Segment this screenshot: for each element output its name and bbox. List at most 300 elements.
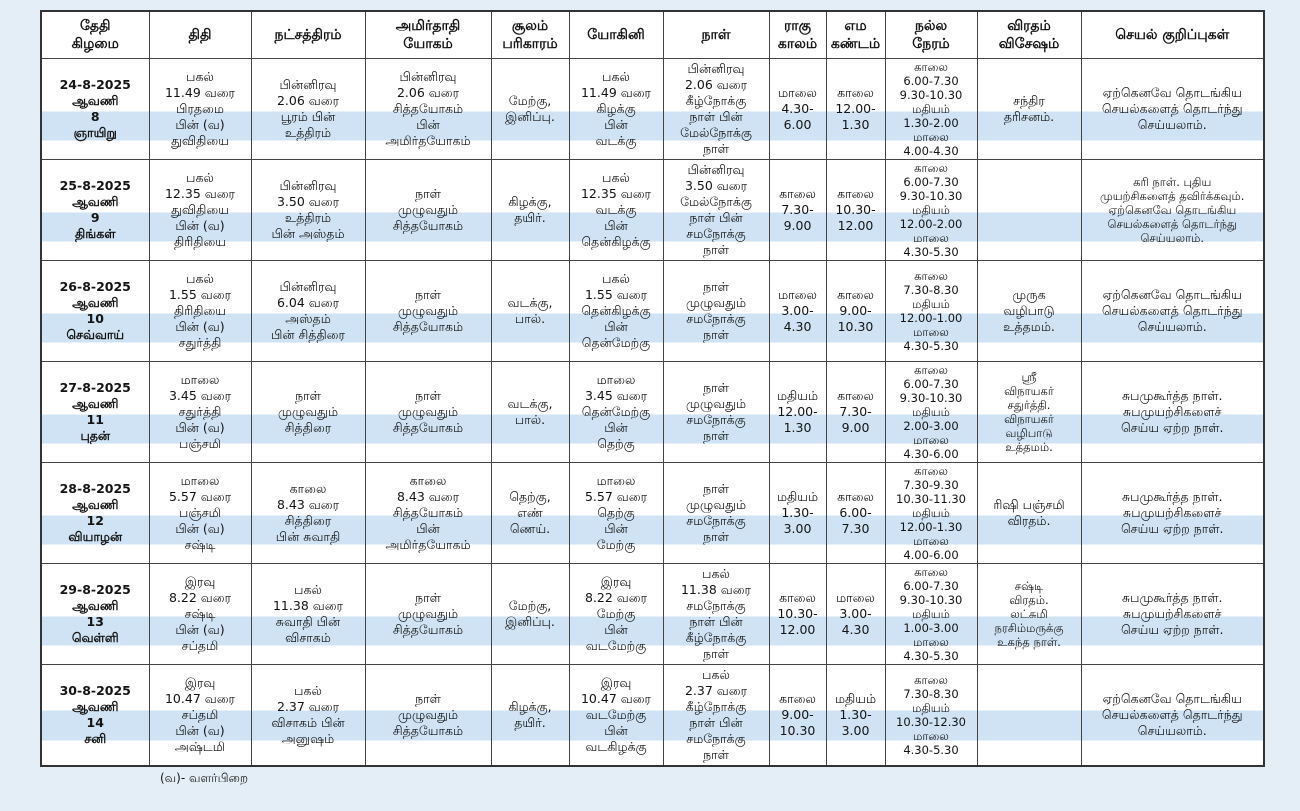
cell-text-line: திரிதியை <box>173 234 227 249</box>
cell-text-line: 1.55 வரை <box>168 287 232 302</box>
cell-text-line: பின் <box>416 117 440 132</box>
cell-text-line: 4.30- <box>781 101 814 116</box>
cell-text-line: மதியம் <box>912 102 950 116</box>
notes-cell <box>1081 564 1264 665</box>
cell-text-line: சித்தயோகம் <box>392 505 464 520</box>
cell-text-line: பஞ்சமி <box>179 505 221 520</box>
ema-kandam-cell <box>826 160 885 261</box>
cell-text-line: செய்ய ஏற்ற நாள். <box>1120 622 1224 637</box>
header-label-line: தேதி <box>79 18 111 34</box>
cell-text-line: பின் <box>604 622 628 637</box>
thithi-cell <box>149 59 251 160</box>
cell-text-line: 10.47 வரை <box>580 690 651 706</box>
cell-text-line: 8.43 வரை <box>396 489 460 504</box>
cell-text-line: காலை <box>837 489 874 504</box>
cell-text-line: இரவு <box>600 674 632 690</box>
cell-text-line: 6.04 வரை <box>276 295 340 310</box>
cell-text-line: முழுவதும் <box>397 706 459 722</box>
cell-text-line: 11.38 வரை <box>680 582 751 597</box>
cell-text-line: பூரம் பின் <box>280 109 336 124</box>
cell-text-line: விரதம். <box>1007 513 1051 528</box>
header-label-line: கண்டம் <box>830 36 881 52</box>
header-yogini <box>569 11 663 59</box>
header-nalla-neram <box>885 11 977 59</box>
cell-text-line: ஆவணி <box>72 194 119 209</box>
cell-text-line: நாள் <box>703 327 729 342</box>
cell-text-line: சதுர்த்தி. <box>1007 398 1051 412</box>
cell-text-line: மதியம் <box>912 506 950 520</box>
rahu-kalam-cell <box>769 59 826 160</box>
cell-text-line: ஆவணி <box>72 295 119 310</box>
cell-text-line: துவிதியை <box>171 133 229 148</box>
cell-text-line: 6.00-7.30 <box>903 175 959 189</box>
soolam-cell <box>491 665 569 766</box>
cell-text-line: சித்தயோகம் <box>392 319 464 334</box>
cell-text-line: நாள் பின் <box>689 210 743 225</box>
yogam-cell <box>365 463 491 564</box>
cell-text-line: 8.22 வரை <box>168 590 232 605</box>
cell-text-line: பிரதமை <box>176 101 224 116</box>
header-label-line: ராகு <box>784 18 811 34</box>
cell-text-line: நாள் <box>295 388 321 403</box>
cell-text-line: 26-8-2025 <box>59 279 131 294</box>
cell-text-line: முழுவதும் <box>397 202 459 217</box>
cell-text-line: மதியம் <box>776 489 819 504</box>
cell-text-line: சித்தயோகம் <box>392 722 464 738</box>
cell-text-line: 12.00-1.00 <box>899 311 963 325</box>
cell-text-line: எண் <box>517 505 543 520</box>
cell-text-line: செய்யலாம். <box>1137 722 1207 738</box>
cell-text-line: 10.30- <box>835 202 876 217</box>
cell-text-line: சுபமுயற்சிகளைச் <box>1123 505 1222 520</box>
cell-text-line: 3.50 வரை <box>276 194 340 209</box>
cell-text-line: தெற்கு <box>597 505 635 520</box>
cell-text-line: சமநோக்கு <box>686 513 746 528</box>
cell-text-line: வடக்கு <box>595 202 637 217</box>
cell-text-line: 2.06 வரை <box>276 93 340 108</box>
cell-text-line: செயல்களைத் தொடர்ந்து <box>1107 217 1237 231</box>
cell-text-line: செய்ய ஏற்ற நாள். <box>1120 420 1224 435</box>
cell-text-line: மாலை <box>180 473 220 488</box>
cell-text-line: பின்னிரவு <box>279 178 337 193</box>
cell-text-line: வடமேற்கு <box>585 706 647 722</box>
yogini-cell <box>569 665 663 766</box>
viratham-cell <box>977 564 1081 665</box>
cell-text-line: செய்யலாம். <box>1137 117 1207 132</box>
nakshatra-cell <box>251 362 365 463</box>
cell-text-line: 2.00-3.00 <box>903 419 959 433</box>
cell-text-line: செய்யலாம். <box>1137 319 1207 334</box>
cell-text-line: சமநோக்கு <box>686 226 746 241</box>
thithi-cell <box>149 160 251 261</box>
cell-text-line: மேற்கு <box>596 537 636 552</box>
rahu-kalam-cell <box>769 564 826 665</box>
cell-text-line: காலை <box>409 473 447 488</box>
viratham-cell <box>977 665 1081 766</box>
cell-text-line: 12.35 வரை <box>164 186 235 201</box>
cell-text-line: காலை <box>914 464 948 478</box>
cell-text-line: 1.30- <box>839 706 872 722</box>
cell-text-line: மதியம் <box>776 388 819 403</box>
cell-text-line: 3.00- <box>839 606 872 621</box>
cell-text-line: வடக்கு <box>595 133 637 148</box>
header-label-line: யோகம் <box>403 36 453 52</box>
cell-text-line: வழிபாடு <box>1003 303 1055 318</box>
cell-text-line: முயற்சிகளைத் தவிர்க்கவும். <box>1100 189 1245 203</box>
date-cell <box>41 362 149 463</box>
date-cell <box>41 160 149 261</box>
cell-text-line: தென்கிழக்கு <box>581 303 651 318</box>
cell-text-line: முழுவதும் <box>685 396 747 411</box>
cell-text-line: 25-8-2025 <box>59 178 131 193</box>
cell-text-line: 1.00-3.00 <box>903 621 959 635</box>
nalla-neram-cell <box>885 261 977 362</box>
cell-text-line: நாள் பின் <box>689 109 743 124</box>
cell-text-line: தென்கிழக்கு <box>581 234 651 249</box>
cell-text-line: தென்மேற்கு <box>581 404 651 419</box>
yogini-cell <box>569 59 663 160</box>
header-label-line: நட்சத்திரம் <box>274 27 342 43</box>
cell-text-line: 4.30 <box>783 319 812 334</box>
cell-text-line: 6.00-7.30 <box>903 74 959 88</box>
cell-text-line: மாலை <box>913 325 949 339</box>
cell-text-line: தயிர். <box>514 210 546 225</box>
cell-text-line: 8.22 வரை <box>584 590 648 605</box>
cell-text-line: ணெய். <box>509 521 551 536</box>
soolam-cell <box>491 463 569 564</box>
thithi-cell <box>149 463 251 564</box>
cell-text-line: மாலை <box>913 728 949 743</box>
cell-text-line: 3.00 <box>783 521 812 536</box>
yogini-cell <box>569 160 663 261</box>
viratham-cell <box>977 160 1081 261</box>
cell-text-line: சஷ்டி <box>1014 579 1044 593</box>
cell-text-line: திரிதியை <box>173 303 227 318</box>
cell-text-line: அஷ்டமி <box>174 738 226 754</box>
cell-text-line: பின் (வ) <box>175 420 225 435</box>
cell-text-line: ரிஷி பஞ்சமி <box>993 497 1065 512</box>
nakshatra-cell <box>251 160 365 261</box>
cell-text-line: 28-8-2025 <box>59 481 131 496</box>
cell-text-line: 10.30 <box>779 722 816 738</box>
footnote: (வ)- வளர்பிறை <box>160 771 249 785</box>
yogam-cell <box>365 261 491 362</box>
cell-text-line: காலை <box>837 388 874 403</box>
cell-text-line: 9.30-10.30 <box>899 88 963 102</box>
header-label-line: செயல் குறிப்புகள் <box>1115 27 1230 43</box>
nakshatra-cell <box>251 59 365 160</box>
naal-cell <box>663 564 769 665</box>
header-naal <box>663 11 769 59</box>
cell-text-line: 5.57 வரை <box>168 489 232 504</box>
cell-text-line: 29-8-2025 <box>59 582 131 597</box>
cell-text-line: இரவு <box>184 674 216 690</box>
cell-text-line: தயிர். <box>514 714 546 730</box>
header-label-line: நல்ல <box>914 18 948 34</box>
rahu-kalam-cell <box>769 463 826 564</box>
cell-text-line: செய்யலாம். <box>1140 231 1204 245</box>
cell-text-line: விசாகம் <box>285 630 331 645</box>
viratham-cell <box>977 261 1081 362</box>
rahu-kalam-cell <box>769 362 826 463</box>
cell-text-line: பின் (வ) <box>175 622 225 637</box>
cell-text-line: மாலை <box>596 473 636 488</box>
cell-text-line: தரிசனம். <box>1003 109 1055 124</box>
cell-text-line: 4.30-5.30 <box>903 339 959 353</box>
header-notes <box>1081 11 1264 59</box>
cell-text-line: பின் (வ) <box>175 319 225 334</box>
cell-text-line: அமிர்தயோகம் <box>385 133 471 148</box>
cell-text-line: 4.30-5.30 <box>903 245 959 259</box>
cell-text-line: காலை <box>914 672 948 687</box>
cell-text-line: பகல் <box>186 271 214 286</box>
thithi-cell <box>149 564 251 665</box>
cell-text-line: பின் அஸ்தம் <box>271 226 345 241</box>
cell-text-line: மேற்கு <box>596 606 636 621</box>
cell-text-line: 2.37 வரை <box>684 682 748 698</box>
cell-text-line: 7.30-9.30 <box>903 478 959 492</box>
header-label-line: விரதம் <box>1007 18 1051 34</box>
cell-text-line: கரி நாள். புதிய <box>1133 175 1212 189</box>
cell-text-line: 4.00-6.00 <box>903 548 959 562</box>
thithi-cell <box>149 665 251 766</box>
cell-text-line: 11 <box>86 412 104 427</box>
cell-text-line: காலை <box>779 186 816 201</box>
cell-text-line: செயல்களைத் தொடர்ந்து <box>1101 303 1243 318</box>
cell-text-line: சமநோக்கு <box>686 598 746 613</box>
date-cell <box>41 261 149 362</box>
cell-text-line: சதுர்த்தி <box>178 404 222 419</box>
notes-cell <box>1081 160 1264 261</box>
ema-kandam-cell <box>826 665 885 766</box>
cell-text-line: பகல் <box>186 170 214 185</box>
cell-text-line: பின் (வ) <box>175 218 225 233</box>
cell-text-line: மாலை <box>913 130 949 144</box>
naal-cell <box>663 665 769 766</box>
cell-text-line: மதியம் <box>912 405 950 419</box>
cell-text-line: 9.00- <box>781 706 814 722</box>
cell-text-line: மதியம் <box>912 203 950 217</box>
header-nakshatra <box>251 11 365 59</box>
cell-text-line: வழிபாடு <box>1005 426 1053 440</box>
cell-text-line: 2.06 வரை <box>396 85 460 100</box>
cell-text-line: விநாயகர் <box>1004 384 1054 398</box>
cell-text-line: மாலை <box>778 85 817 100</box>
ema-kandam-cell <box>826 362 885 463</box>
header-label-line: விசேஷம் <box>998 36 1060 52</box>
cell-text-line: காலை <box>837 85 874 100</box>
cell-text-line: ஆவணி <box>72 396 119 411</box>
cell-text-line: இரவு <box>600 574 632 589</box>
cell-text-line: நாள் <box>415 388 441 403</box>
cell-text-line: 10.30 <box>837 319 874 334</box>
rahu-kalam-cell <box>769 665 826 766</box>
cell-text-line: நாள் பின் <box>689 614 743 629</box>
notes-cell <box>1081 665 1264 766</box>
cell-text-line: 2.37 வரை <box>276 698 340 714</box>
cell-text-line: 7.30-8.30 <box>903 686 959 701</box>
cell-text-line: 6.00- <box>839 505 872 520</box>
cell-text-line: செவ்வாய் <box>66 327 125 342</box>
cell-text-line: 3.45 வரை <box>168 388 232 403</box>
cell-text-line: பகல் <box>186 69 214 84</box>
cell-text-line: பகல் <box>702 566 730 581</box>
cell-text-line: காலை <box>914 161 948 175</box>
cell-text-line: பின் (வ) <box>175 521 225 536</box>
cell-text-line: நாள் <box>415 690 441 706</box>
date-cell <box>41 59 149 160</box>
table-row <box>41 665 1264 766</box>
notes-cell <box>1081 261 1264 362</box>
cell-text-line: மாலை <box>913 635 949 649</box>
cell-text-line: 30-8-2025 <box>59 682 131 698</box>
cell-text-line: வடக்கு, <box>507 295 553 310</box>
table-row <box>41 59 1264 160</box>
cell-text-line: சுபமுயற்சிகளைச் <box>1123 404 1222 419</box>
cell-text-line: நாள் பின் <box>689 714 743 730</box>
header-label-line: பரிகாரம் <box>502 36 558 52</box>
cell-text-line: வடகிழக்கு <box>585 738 647 754</box>
cell-text-line: ஆவணி <box>72 93 119 108</box>
cell-text-line: பகல் <box>602 271 630 286</box>
notes-cell <box>1081 59 1264 160</box>
yogam-cell <box>365 59 491 160</box>
cell-text-line: 8.43 வரை <box>276 497 340 512</box>
cell-text-line: செயல்களைத் தொடர்ந்து <box>1101 706 1243 722</box>
naal-cell <box>663 160 769 261</box>
cell-text-line: துவிதியை <box>171 202 229 217</box>
cell-text-line: உத்திரம் <box>284 210 332 225</box>
header-label-line: சூலம் <box>511 18 549 34</box>
date-cell <box>41 564 149 665</box>
nalla-neram-cell <box>885 362 977 463</box>
cell-text-line: 4.30-5.30 <box>903 742 959 757</box>
cell-text-line: 10.30-11.30 <box>896 492 966 506</box>
cell-text-line: 10.30- <box>777 606 818 621</box>
header-row <box>41 11 1264 59</box>
cell-text-line: மாலை <box>836 590 875 605</box>
cell-text-line: 10 <box>86 311 104 326</box>
cell-text-line: 7.30- <box>781 202 814 217</box>
cell-text-line: நாள் <box>703 646 729 661</box>
cell-text-line: ஞாயிறு <box>73 125 117 140</box>
cell-text-line: 3.50 வரை <box>684 178 748 193</box>
yogam-cell <box>365 160 491 261</box>
cell-text-line: காலை <box>779 690 816 706</box>
cell-text-line: சதுர்த்தி <box>178 335 222 350</box>
cell-text-line: நாள் <box>703 481 729 496</box>
cell-text-line: முழுவதும் <box>277 404 339 419</box>
cell-text-line: பின் (வ) <box>175 117 225 132</box>
yogam-cell <box>365 564 491 665</box>
header-thithi <box>149 11 251 59</box>
cell-text-line: சுவாதி பின் <box>275 614 341 629</box>
cell-text-line: முருக <box>1012 287 1046 302</box>
cell-text-line: காலை <box>837 186 874 201</box>
cell-text-line: இனிப்பு. <box>505 109 555 124</box>
naal-cell <box>663 261 769 362</box>
cell-text-line: நாள் <box>415 590 441 605</box>
cell-text-line: பின்னிரவு <box>279 77 337 92</box>
notes-cell <box>1081 463 1264 564</box>
cell-text-line: ஆவணி <box>72 497 119 512</box>
cell-text-line: 10.47 வரை <box>164 690 235 706</box>
cell-text-line: மாலை <box>913 231 949 245</box>
naal-cell <box>663 59 769 160</box>
cell-text-line: செய்ய ஏற்ற நாள். <box>1120 521 1224 536</box>
cell-text-line: பகல் <box>702 666 730 682</box>
cell-text-line: 12.00- <box>835 101 876 116</box>
cell-text-line: 3.00 <box>841 722 870 738</box>
cell-text-line: உத்தமம். <box>1005 440 1053 454</box>
cell-text-line: இனிப்பு. <box>505 614 555 629</box>
table-row <box>41 160 1264 261</box>
cell-text-line: 3.45 வரை <box>584 388 648 403</box>
cell-text-line: சமநோக்கு <box>686 311 746 326</box>
cell-text-line: மாலை <box>180 372 220 387</box>
cell-text-line: கீழ்நோக்கு <box>685 630 747 645</box>
header-rahu <box>769 11 826 59</box>
cell-text-line: இரவு <box>184 574 216 589</box>
cell-text-line: மதியம் <box>834 690 877 706</box>
cell-text-line: திங்கள் <box>75 226 116 241</box>
cell-text-line: ஏற்கெனவே தொடங்கிய <box>1102 85 1242 100</box>
header-label-line: நாள் <box>701 27 731 43</box>
cell-text-line: ஏற்கெனவே தொடங்கிய <box>1108 203 1237 217</box>
table-row <box>41 362 1264 463</box>
nalla-neram-cell <box>885 59 977 160</box>
cell-text-line: 9 <box>90 210 100 225</box>
date-cell <box>41 463 149 564</box>
cell-text-line: பின்னிரவு <box>399 69 457 84</box>
cell-text-line: நாள் <box>415 287 441 302</box>
header-label-line: திதி <box>188 27 212 43</box>
cell-text-line: செயல்களைத் தொடர்ந்து <box>1101 101 1243 116</box>
cell-text-line: பஞ்சமி <box>179 436 221 451</box>
ema-kandam-cell <box>826 463 885 564</box>
cell-text-line: பின்னிரவு <box>687 162 745 177</box>
cell-text-line: அமிர்தயோகம் <box>385 537 471 552</box>
header-ema <box>826 11 885 59</box>
cell-text-line: 7.30-8.30 <box>903 283 959 297</box>
cell-text-line: விசாகம் பின் <box>271 714 345 730</box>
ema-kandam-cell <box>826 564 885 665</box>
cell-text-line: விரதம். <box>1009 593 1049 607</box>
naal-cell <box>663 463 769 564</box>
cell-text-line: காலை <box>289 481 327 496</box>
cell-text-line: பின்னிரவு <box>687 61 745 76</box>
cell-text-line: பகல் <box>602 69 630 84</box>
cell-text-line: கீழ்நோக்கு <box>685 93 747 108</box>
cell-text-line: 4.00-4.30 <box>903 144 959 158</box>
cell-text-line: முழுவதும் <box>685 295 747 310</box>
soolam-cell <box>491 59 569 160</box>
table-body <box>41 59 1264 766</box>
header-date-day <box>41 11 149 59</box>
cell-text-line: 10.30-12.30 <box>896 714 966 729</box>
cell-text-line: கிழக்கு, <box>508 698 552 714</box>
cell-text-line: மதியம் <box>912 297 950 311</box>
cell-text-line: ஏற்கெனவே தொடங்கிய <box>1102 287 1242 302</box>
cell-text-line: நாள் <box>703 380 729 395</box>
cell-text-line: முழுவதும் <box>397 404 459 419</box>
cell-text-line: 9.30-10.30 <box>899 391 963 405</box>
cell-text-line: 8 <box>90 109 100 124</box>
cell-text-line: சுபமுகூர்த்த நாள். <box>1122 590 1223 605</box>
cell-text-line: 1.30-2.00 <box>903 116 959 130</box>
header-label-line: யோகினி <box>587 27 645 43</box>
cell-text-line: சமநோக்கு <box>686 730 746 746</box>
